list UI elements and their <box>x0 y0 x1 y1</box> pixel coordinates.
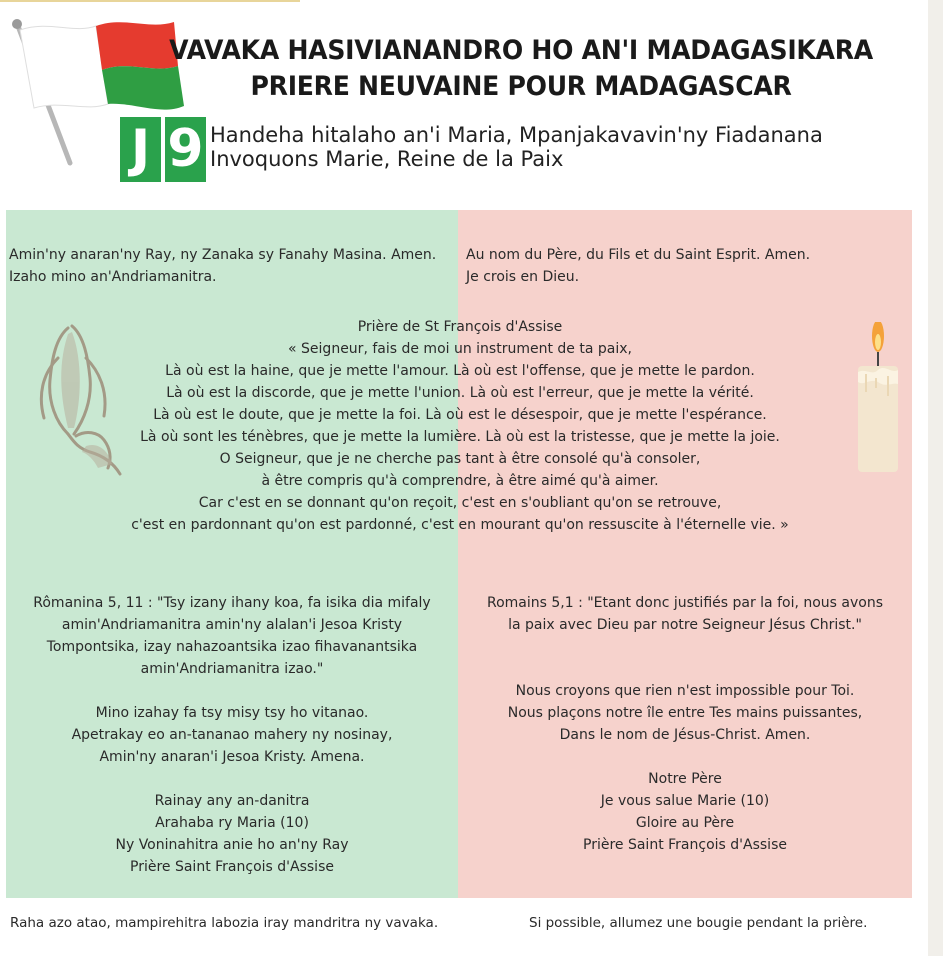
closing-mg-line: Ny Voninahitra anie ho an'ny Ray <box>115 837 349 853</box>
closing-mg-line: Arahaba ry Maria (10) <box>155 815 309 831</box>
prayer-fr-line: Nous croyons que rien n'est impossible pour Toi. <box>515 683 855 699</box>
prayer-fr-line: Nous plaçons notre île entre Tes mains puissantes, <box>507 705 863 721</box>
day-letter: J <box>120 117 161 182</box>
opening-mg-line: Izaho mino an'Andriamanitra. <box>9 269 217 285</box>
prayer-line: Là où sont les ténèbres, que je mette la lumière. Là où est la tristesse, que je mette la joie. <box>140 429 780 445</box>
title-malagasy: VAVAKA HASIVIANANDRO HO AN'I MADAGASIKARA <box>169 35 873 66</box>
footer-malagasy: Raha azo atao, mampirehitra labozia iray mandritra ny vavaka. <box>10 915 439 931</box>
closing-mg-line: Rainay any an-danitra <box>154 793 310 809</box>
top-accent-line <box>0 0 300 2</box>
prayer-title: Prière de St François d'Assise <box>357 319 563 335</box>
day-badge <box>120 117 206 182</box>
right-decorative-strip <box>928 0 943 956</box>
prayer-line: Car c'est en se donnant qu'on reçoit, c'est en s'oubliant qu'on se retrouve, <box>198 495 722 511</box>
subtitle-french: Invoquons Marie, Reine de la Paix <box>210 147 564 171</box>
opening-mg-line: Amin'ny anaran'ny Ray, ny Zanaka sy Fanahy Masina. Amen. <box>9 247 437 263</box>
verse-mg-line: Tompontsika, izay nahazoantsika izao fihavanantsika <box>46 639 418 655</box>
verse-fr-line: la paix avec Dieu par notre Seigneur Jésus Christ." <box>508 617 862 633</box>
verse-fr-line: Romains 5,1 : "Etant donc justifiés par la foi, nous avons <box>486 595 884 611</box>
page-title <box>163 33 879 105</box>
closing-fr-line: Notre Père <box>648 771 722 787</box>
footer-french: Si possible, allumez une bougie pendant la prière. <box>529 915 868 931</box>
prayer-line: Là où est la discorde, que je mette l'union. Là où est l'erreur, que je mette la vérité. <box>166 385 754 401</box>
prayer-mg-line: Amin'ny anaran'i Jesoa Kristy. Amena. <box>99 749 365 765</box>
closing-fr-line: Prière Saint François d'Assise <box>583 837 787 853</box>
prayer-line: Là où est le doute, que je mette la foi. Là où est le désespoir, que je mette l'espérance. <box>153 407 767 423</box>
opening-french <box>466 244 916 288</box>
prayer-line: O Seigneur, que je ne cherche pas tant à être consolé qu'à consoler, <box>219 451 701 467</box>
day-number: 9 <box>165 117 206 182</box>
closing-fr-line: Je vous salue Marie (10) <box>600 793 770 809</box>
prayer-line: c'est en pardonnant qu'on est pardonné, c'est en mourant qu'on ressuscite à l'éternelle vie. » <box>131 517 789 533</box>
prayer-mg-line: Apetrakay eo an-tananao mahery ny nosinay, <box>71 727 393 743</box>
opening-malagasy <box>9 244 459 288</box>
saint-francis-prayer <box>40 316 880 536</box>
opening-fr-line: Au nom du Père, du Fils et du Saint Esprit. Amen. <box>466 247 811 263</box>
french-section <box>458 592 912 856</box>
prayer-fr-line: Dans le nom de Jésus-Christ. Amen. <box>559 727 811 743</box>
prayer-mg-line: Mino izahay fa tsy misy tsy ho vitanao. <box>95 705 369 721</box>
closing-fr-line: Gloire au Père <box>635 815 735 831</box>
prayer-line: Là où est la haine, que je mette l'amour. Là où est l'offense, que je mette le pardon. <box>165 363 755 379</box>
verse-mg-line: amin'Andriamanitra izao." <box>140 661 324 677</box>
opening-fr-line: Je crois en Dieu. <box>466 269 580 285</box>
title-french: PRIERE NEUVAINE POUR MADAGASCAR <box>250 71 792 102</box>
prayer-line: à être compris qu'à comprendre, à être aimé qu'à aimer. <box>261 473 659 489</box>
verse-mg-line: amin'Andriamanitra amin'ny alalan'i Jesoa Kristy <box>61 617 403 633</box>
subtitle <box>210 123 823 171</box>
prayer-line: « Seigneur, fais de moi un instrument de ta paix, <box>288 341 632 357</box>
verse-mg-line: Rômanina 5, 11 : "Tsy izany ihany koa, fa isika dia mifaly <box>33 595 431 611</box>
subtitle-malagasy: Handeha hitalaho an'i Maria, Mpanjakavavin'ny Fiadanana <box>210 123 823 147</box>
malagasy-section <box>6 592 458 878</box>
closing-mg-line: Prière Saint François d'Assise <box>130 859 334 875</box>
